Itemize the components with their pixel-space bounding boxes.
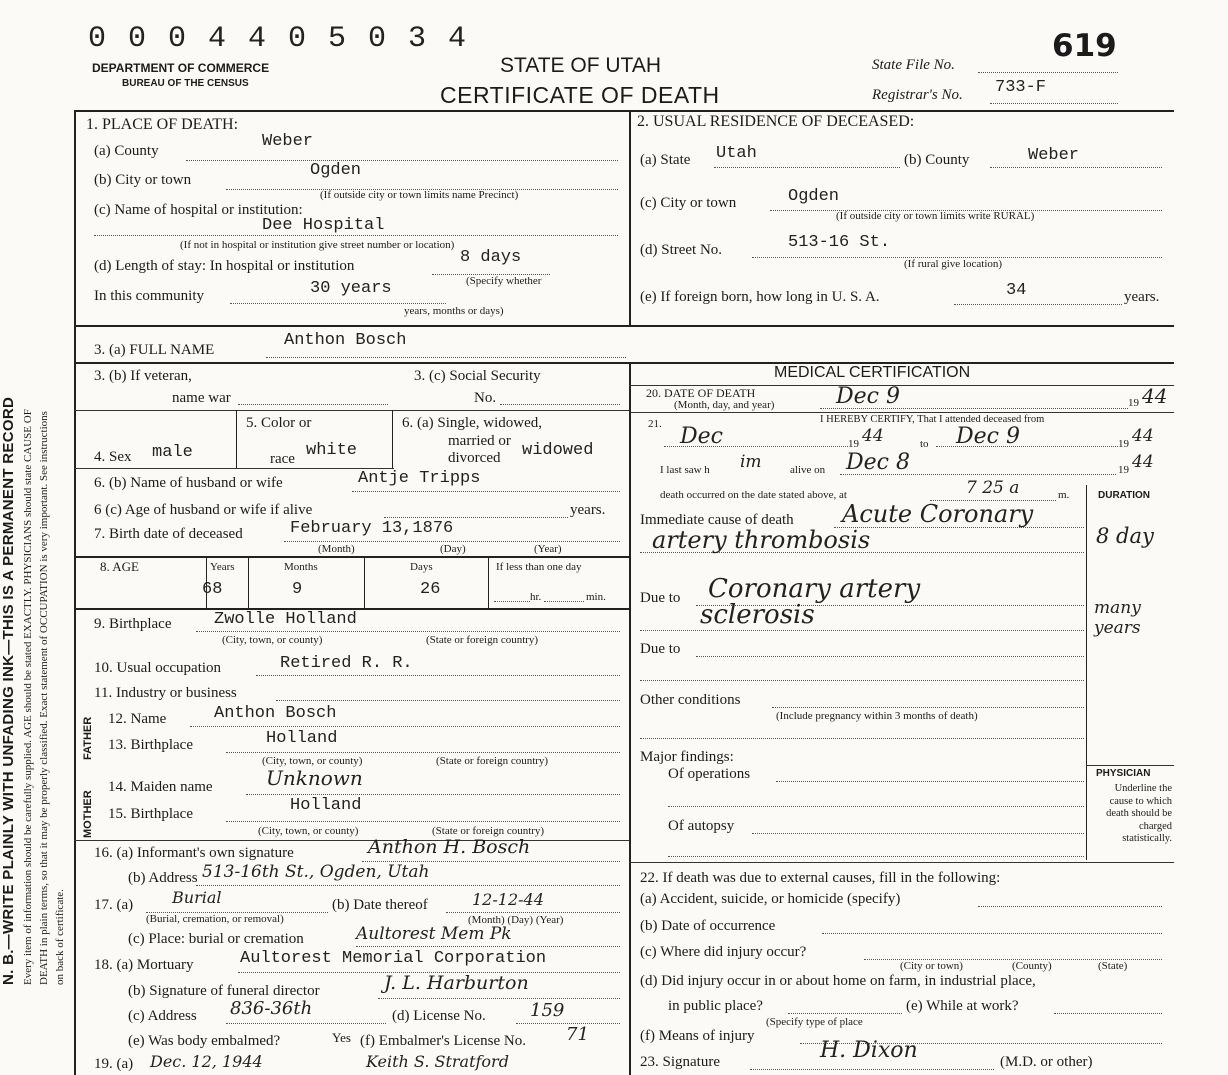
less-than-day-label: If less than one day bbox=[496, 561, 582, 573]
page-title: CERTIFICATE OF DEATH bbox=[440, 82, 720, 108]
ext-d2-label: in public place? bbox=[668, 998, 763, 1014]
min-line bbox=[544, 601, 584, 602]
alive-date: Dec 8 bbox=[846, 450, 910, 475]
dod-bottom bbox=[629, 412, 1174, 413]
autopsy-label: Of autopsy bbox=[668, 818, 735, 834]
residence-heading: 2. USUAL RESIDENCE OF DECEASED: bbox=[637, 113, 915, 130]
res-city-value: Ogden bbox=[788, 187, 840, 206]
burial-label: 17. (a) bbox=[94, 897, 134, 913]
birthplace-value: Zwolle Holland bbox=[214, 610, 357, 629]
age-years-value: 68 bbox=[202, 580, 223, 599]
filed-label: 19. (a) bbox=[94, 1056, 134, 1072]
ext-d2-line bbox=[788, 1013, 902, 1014]
hospital-label: (c) Name of hospital or institution: bbox=[94, 202, 303, 218]
ext-e-label: (e) While at work? bbox=[906, 998, 1019, 1014]
specify-note: (Specify whether bbox=[466, 275, 542, 287]
fd-sig-line bbox=[378, 998, 620, 999]
ext-state-note: (State) bbox=[1098, 960, 1128, 972]
due-to-1-label: Due to bbox=[640, 590, 681, 606]
foreign-label: (e) If foreign born, how long in U. S. A. bbox=[640, 289, 880, 305]
spouse-age-label: 6 (c) Age of husband or wife if alive bbox=[94, 502, 313, 518]
frame-divider-top bbox=[629, 110, 631, 325]
due-to-1-line-b bbox=[640, 630, 1084, 631]
spouse-line bbox=[352, 491, 620, 492]
father-name-value: Anthon Bosch bbox=[214, 704, 337, 723]
embalmed-label: (e) Was body embalmed? bbox=[128, 1033, 281, 1049]
day-note: (Day) bbox=[440, 543, 466, 555]
month-note: (Month) bbox=[318, 543, 355, 555]
mother-city-note: (City, town, or county) bbox=[258, 825, 359, 837]
burial-date-note: (Month) (Day) (Year) bbox=[468, 914, 564, 926]
other-line-2 bbox=[640, 738, 1084, 739]
attended-to: Dec 9 bbox=[956, 424, 1020, 449]
duration-1: 8 day bbox=[1096, 524, 1154, 548]
bp-state-note: (State or foreign country) bbox=[426, 634, 539, 646]
due-to-1-b: sclerosis bbox=[700, 600, 815, 630]
to-label: to bbox=[920, 438, 929, 450]
place-of-death-heading: 1. PLACE OF DEATH: bbox=[86, 116, 239, 133]
ext-city-note: (City or town) bbox=[900, 960, 963, 972]
spouse-age-line bbox=[384, 517, 568, 518]
embalmed-value: Yes bbox=[332, 1030, 351, 1045]
permanent-record-notice: N. B.—WRITE PLAINLY WITH UNFADING INK—THIS IS A PERMANENT RECORD bbox=[0, 396, 17, 985]
duration-2: many years bbox=[1094, 598, 1141, 638]
death-county-value: Weber bbox=[262, 132, 314, 151]
months-col-label: Months bbox=[284, 561, 318, 573]
city-note: (If outside city or town limits name Precinct) bbox=[320, 189, 519, 201]
informant-signature: Anthon H. Bosch bbox=[368, 836, 531, 858]
informant-sig-label: 16. (a) Informant's own signature bbox=[94, 845, 294, 861]
operations-line bbox=[776, 781, 1084, 782]
fd-signature: J. L. Harburton bbox=[384, 972, 529, 994]
due-to-2-label: Due to bbox=[640, 641, 681, 657]
registrar-number: 733-F bbox=[995, 78, 1047, 97]
signature-label: 23. Signature bbox=[640, 1054, 720, 1070]
medical-bottom bbox=[629, 862, 1174, 863]
hr-line bbox=[494, 601, 530, 602]
sex-race-bottom bbox=[74, 468, 394, 469]
full-name-value: Anthon Bosch bbox=[284, 331, 407, 350]
to-year-prefix: 19 bbox=[1118, 438, 1129, 450]
major-findings-label: Major findings: bbox=[640, 749, 734, 765]
ymd-note: years, months or days) bbox=[404, 305, 504, 317]
stay-label: (d) Length of stay: In hospital or institution bbox=[94, 258, 355, 274]
sex-col-right bbox=[236, 410, 237, 468]
specify-place-note: (Specify type of place bbox=[766, 1016, 863, 1028]
occupation-value: Retired R. R. bbox=[280, 654, 413, 673]
death-city-value: Ogden bbox=[310, 161, 362, 180]
res-street-value: 513-16 St. bbox=[788, 233, 891, 252]
death-time: 7 25 a bbox=[966, 478, 1020, 498]
dod-value: Dec 9 bbox=[836, 384, 900, 409]
license-value: 159 bbox=[530, 1000, 565, 1021]
side-instruction-1: Every item of information should be carefully supplied. AGE should be stated EXACTLY. PHYSICIANS should state CAUSE OF bbox=[22, 409, 34, 985]
burial-value: Burial bbox=[172, 888, 222, 907]
hospital-value: Dee Hospital bbox=[262, 216, 385, 235]
ext-a-line bbox=[978, 906, 1162, 907]
war-label: name war bbox=[172, 390, 231, 406]
res-county-line bbox=[990, 167, 1162, 168]
mother-side-label: MOTHER bbox=[82, 790, 94, 838]
war-line bbox=[238, 404, 388, 405]
section1-bottom bbox=[74, 325, 1174, 327]
full-name-line bbox=[266, 357, 626, 358]
birthplace-label: 9. Birthplace bbox=[94, 616, 172, 632]
foreign-years: years. bbox=[1124, 289, 1160, 305]
attended-from: Dec bbox=[680, 424, 723, 449]
certify-text: I HEREBY CERTIFY, That I attended deceased from bbox=[820, 414, 1045, 425]
hospital-line bbox=[94, 235, 618, 236]
father-name-line bbox=[190, 726, 620, 727]
fd-sig-label: (b) Signature of funeral director bbox=[128, 983, 320, 999]
burial-date-value: 12-12-44 bbox=[472, 890, 544, 909]
year-note: (Year) bbox=[534, 543, 562, 555]
due-to-1-a: Coronary artery bbox=[708, 574, 921, 604]
veteran-label: 3. (b) If veteran, bbox=[94, 368, 192, 384]
alive-year-prefix: 19 bbox=[1118, 464, 1129, 476]
md-label: (M.D. or other) bbox=[1000, 1054, 1093, 1070]
ext-e-line bbox=[1054, 1013, 1162, 1014]
ext-county-note: (County) bbox=[1012, 960, 1052, 972]
res-city-note: (If outside city or town limits write RURAL) bbox=[836, 210, 1035, 222]
father-city-note: (City, town, or county) bbox=[262, 755, 363, 767]
alive-on-label: alive on bbox=[790, 464, 826, 476]
maiden-name-value: Unknown bbox=[266, 766, 363, 790]
burial-place-value: Aultorest Mem Pk bbox=[356, 924, 512, 944]
foreign-line bbox=[954, 304, 1122, 305]
immediate-cause-label: Immediate cause of death bbox=[640, 512, 794, 528]
state-file-number: 619 bbox=[1052, 28, 1117, 64]
frame-left bbox=[74, 110, 76, 1075]
mortuary-label: 18. (a) Mortuary bbox=[94, 957, 194, 973]
father-bp-label: 13. Birthplace bbox=[108, 737, 193, 753]
medical-heading: MEDICAL CERTIFICATION bbox=[774, 364, 971, 381]
sex-value: male bbox=[152, 443, 193, 462]
mother-bp-label: 15. Birthplace bbox=[108, 806, 193, 822]
divorced-label: divorced bbox=[448, 450, 501, 466]
bureau-label: BUREAU OF THE CENSUS bbox=[122, 78, 249, 89]
foreign-value: 34 bbox=[1006, 281, 1027, 300]
due-to-2-line-b bbox=[640, 680, 1084, 681]
operations-line-2 bbox=[668, 806, 1084, 807]
other-conditions-label: Other conditions bbox=[640, 692, 741, 708]
fd-addr-line bbox=[226, 1023, 386, 1024]
due-to-2-line-a bbox=[696, 656, 1084, 657]
emb-license-label: (f) Embalmer's License No. bbox=[360, 1033, 526, 1049]
birth-date-value: February 13,1876 bbox=[290, 519, 454, 538]
ss-line bbox=[500, 404, 620, 405]
ext-c-label: (c) Where did injury occur? bbox=[640, 944, 807, 960]
duration-label: DURATION bbox=[1098, 490, 1151, 501]
dept-label: DEPARTMENT OF COMMERCE bbox=[92, 61, 270, 75]
ext-b-line bbox=[822, 933, 1162, 934]
veteran-row-bottom bbox=[74, 410, 629, 411]
ext-b-label: (b) Date of occurrence bbox=[640, 918, 776, 934]
community-line bbox=[230, 303, 446, 304]
file-no-line bbox=[978, 72, 1118, 73]
industry-label: 11. Industry or business bbox=[94, 685, 237, 701]
ext-f-label: (f) Means of injury bbox=[640, 1028, 755, 1044]
death-time-m: m. bbox=[1058, 489, 1070, 501]
bp-city-note: (City, town, or county) bbox=[222, 634, 323, 646]
parents-bottom bbox=[74, 840, 629, 841]
dod-year: 44 bbox=[1142, 384, 1168, 408]
fd-addr-value: 836-36th bbox=[230, 998, 313, 1019]
race-col-right bbox=[392, 410, 393, 468]
name-row-bottom bbox=[74, 362, 1174, 364]
filed-date: Dec. 12, 1944 bbox=[150, 1052, 263, 1071]
dod-note: (Month, day, and year) bbox=[674, 399, 775, 411]
industry-line bbox=[276, 700, 620, 701]
mother-state-note: (State or foreign country) bbox=[432, 825, 545, 837]
age-row-top bbox=[74, 556, 629, 558]
certificate-serial-number: 0 0 0 4 4 0 5 0 3 4 bbox=[88, 22, 469, 56]
father-state-note: (State or foreign country) bbox=[436, 755, 549, 767]
dod-label: 20. DATE OF DEATH bbox=[646, 386, 756, 400]
operations-label: Of operations bbox=[668, 766, 751, 782]
age-label: 8. AGE bbox=[100, 559, 139, 574]
min-label: min. bbox=[586, 591, 606, 603]
res-county-value: Weber bbox=[1028, 146, 1080, 165]
last-saw-who: im bbox=[740, 452, 762, 472]
community-label: In this community bbox=[94, 288, 204, 304]
reg-no-line bbox=[990, 103, 1118, 104]
father-name-label: 12. Name bbox=[108, 711, 167, 727]
age-col-3 bbox=[364, 556, 365, 608]
occupation-label: 10. Usual occupation bbox=[94, 660, 222, 676]
burial-place-line bbox=[356, 946, 620, 947]
maiden-name-label: 14. Maiden name bbox=[108, 779, 213, 795]
informant-addr-label: (b) Address bbox=[128, 870, 198, 886]
burial-note: (Burial, cremation, or removal) bbox=[146, 913, 284, 925]
marital-value: widowed bbox=[522, 441, 594, 460]
registrar-no-label: Registrar's No. bbox=[872, 87, 963, 103]
ext-a-label: (a) Accident, suicide, or homicide (specify) bbox=[640, 891, 901, 907]
county-label: (a) County bbox=[94, 143, 159, 159]
mother-bp-value: Holland bbox=[290, 796, 362, 815]
alive-year: 44 bbox=[1132, 452, 1154, 472]
side-instruction-2: DEATH in plain terms, so that it may be properly classified. Exact statement of OCCUPATION is very important. See instructions bbox=[38, 411, 50, 985]
maiden-name-line bbox=[246, 794, 620, 795]
hr-label: hr. bbox=[530, 591, 542, 603]
color-label: 5. Color or bbox=[246, 415, 312, 431]
physician-top bbox=[1086, 765, 1174, 766]
marital-label: 6. (a) Single, widowed, bbox=[402, 415, 542, 431]
married-label: married or bbox=[448, 433, 511, 449]
informant-addr-line bbox=[196, 885, 620, 886]
years-col-label: Years bbox=[210, 561, 235, 573]
other-note: (Include pregnancy within 3 months of death) bbox=[776, 710, 978, 722]
immediate-cause-1: Acute Coronary bbox=[842, 500, 1034, 528]
community-value: 30 years bbox=[310, 279, 392, 298]
state-heading: STATE OF UTAH bbox=[500, 54, 661, 77]
res-street-label: (d) Street No. bbox=[640, 242, 723, 258]
hospital-note: (If not in hospital or institution give street number or location) bbox=[180, 239, 455, 251]
state-file-label: State File No. bbox=[872, 57, 955, 73]
res-state-value: Utah bbox=[716, 144, 757, 163]
informant-address: 513-16th St., Ogden, Utah bbox=[202, 862, 430, 882]
county-line bbox=[186, 160, 618, 161]
mother-bp-line bbox=[226, 821, 620, 822]
license-label: (d) License No. bbox=[392, 1008, 486, 1024]
city-label: (b) City or town bbox=[94, 172, 192, 188]
age-months-value: 9 bbox=[292, 580, 303, 599]
frame-divider-main bbox=[629, 362, 631, 1075]
frame-top bbox=[74, 110, 1174, 112]
res-street-note: (If rural give location) bbox=[904, 258, 1003, 270]
age-col-2 bbox=[248, 556, 249, 608]
death-occurred-label: death occurred on the date stated above, at bbox=[660, 489, 847, 501]
other-line bbox=[772, 707, 1084, 708]
burial-place-label: (c) Place: burial or cremation bbox=[128, 931, 304, 947]
age-col-4 bbox=[488, 556, 489, 608]
from-year: 44 bbox=[862, 426, 884, 446]
physician-signature: H. Dixon bbox=[820, 1038, 918, 1063]
occupation-line bbox=[256, 675, 620, 676]
father-bp-line bbox=[226, 752, 620, 753]
burial-date-label: (b) Date thereof bbox=[332, 897, 428, 913]
spouse-label: 6. (b) Name of husband or wife bbox=[94, 475, 283, 491]
fd-addr-label: (c) Address bbox=[128, 1008, 197, 1024]
race-label: race bbox=[270, 451, 295, 467]
last-saw-label: I last saw h bbox=[660, 464, 710, 476]
mortuary-value: Aultorest Memorial Corporation bbox=[240, 949, 547, 968]
days-col-label: Days bbox=[410, 561, 433, 573]
birth-date-label: 7. Birth date of deceased bbox=[94, 526, 243, 542]
physician-label: PHYSICIAN bbox=[1096, 768, 1151, 779]
autopsy-line-2 bbox=[668, 856, 1084, 857]
res-state-label: (a) State bbox=[640, 152, 691, 168]
ss-no-label: No. bbox=[474, 390, 497, 406]
signature-line bbox=[750, 1069, 994, 1070]
autopsy-line bbox=[752, 833, 1084, 834]
res-city-label: (c) City or town bbox=[640, 195, 737, 211]
external-causes-label: 22. If death was due to external causes, fill in the following: bbox=[640, 870, 1001, 886]
race-value: white bbox=[306, 441, 358, 460]
stay-value: 8 days bbox=[460, 248, 522, 267]
emb-license-value: 71 bbox=[566, 1024, 589, 1045]
sex-label: 4. Sex bbox=[94, 449, 132, 465]
birthplace-line bbox=[196, 631, 620, 632]
side-instruction-3: on back of certificate. bbox=[54, 889, 66, 985]
full-name-label: 3. (a) FULL NAME bbox=[94, 342, 215, 358]
father-side-label: FATHER bbox=[82, 716, 94, 760]
dod-year-prefix: 19 bbox=[1128, 397, 1139, 409]
duration-col bbox=[1086, 485, 1087, 860]
age-days-value: 26 bbox=[420, 580, 441, 599]
item-21: 21. bbox=[648, 418, 662, 430]
birth-date-line bbox=[284, 541, 620, 542]
from-year-prefix: 19 bbox=[848, 438, 859, 450]
burial-date-line bbox=[446, 912, 620, 913]
physician-note: Underline the cause to which death should be charged statistically. bbox=[1106, 783, 1172, 844]
ss-label: 3. (c) Social Security bbox=[414, 368, 541, 384]
ext-d-label: (d) Did injury occur in or about home on farm, in industrial place, bbox=[640, 973, 1036, 989]
res-state-line bbox=[714, 167, 900, 168]
father-bp-value: Holland bbox=[266, 729, 338, 748]
registrar-signature: Keith S. Stratford bbox=[366, 1052, 509, 1071]
spouse-value: Antje Tripps bbox=[358, 469, 481, 488]
immediate-cause-2: artery thrombosis bbox=[652, 526, 871, 554]
to-year: 44 bbox=[1132, 426, 1154, 446]
res-county-label: (b) County bbox=[904, 152, 970, 168]
spouse-age-years: years. bbox=[570, 502, 606, 518]
